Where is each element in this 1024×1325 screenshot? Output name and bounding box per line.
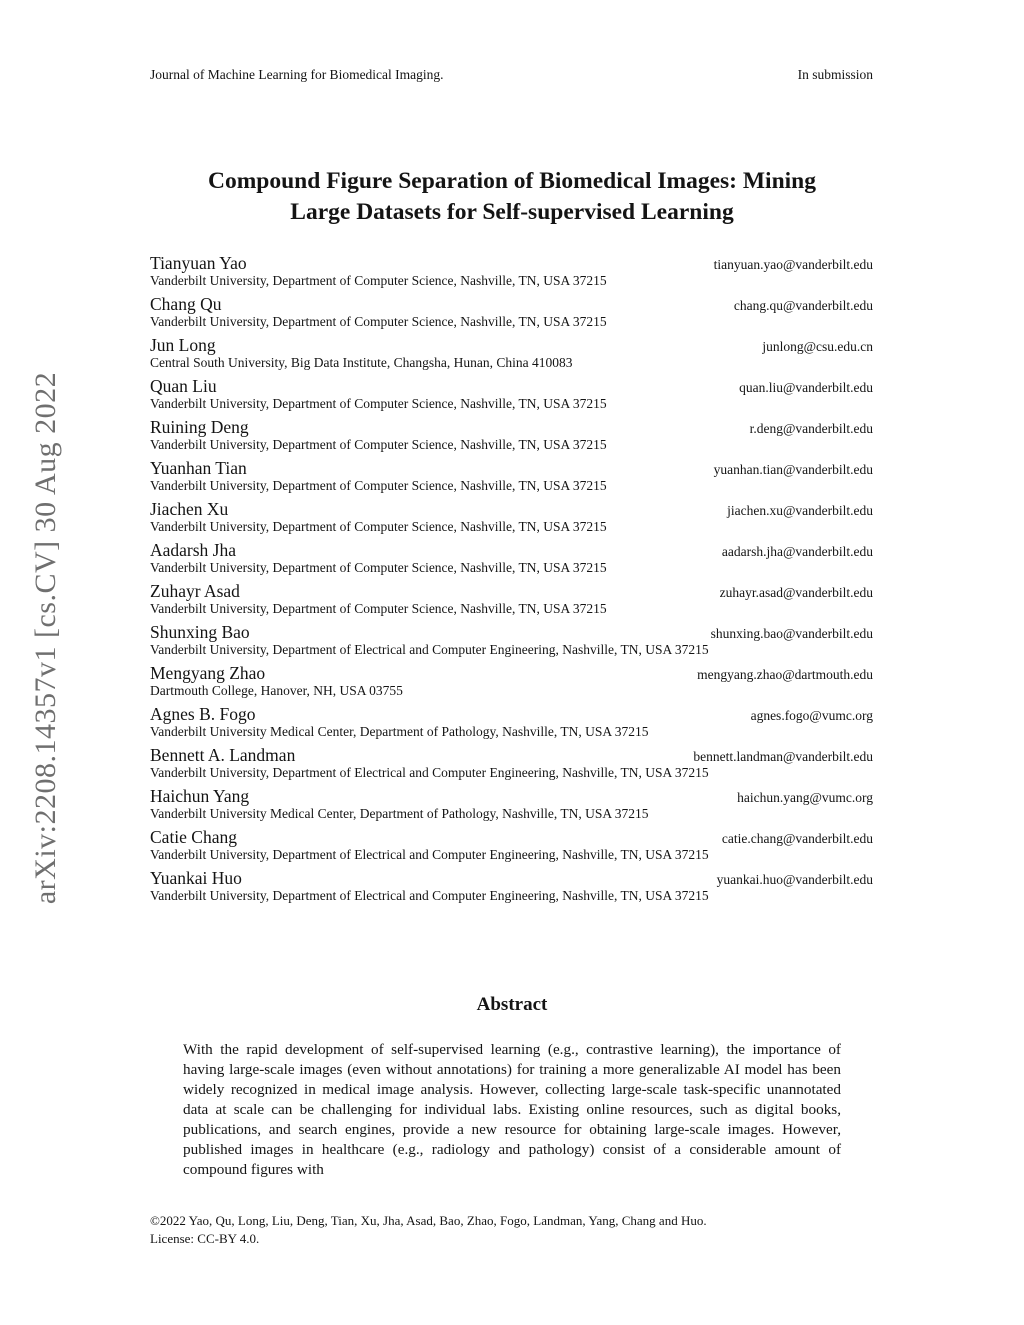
author-affiliation: Vanderbilt University, Department of Electrical and Computer Engineering, Nashville, TN, USA 37215 xyxy=(150,847,709,862)
author-entry xyxy=(150,827,873,862)
abstract-text: With the rapid development of self-supervised learning (e.g., contrastive learning), the importance of having large-scale images (even without annotations) for training a more generalizable AI model has been widely recognized in medical image analysis. However, collecting large-scale task-specific unannotated data at scale can be challenging for individual labs. Existing online resources, such as digital books, publications, and search engines, provide a new resource for obtaining large-scale images. However, published images in healthcare (e.g., radiology and pathology) consist of a considerable amount of compound figures with xyxy=(183,1041,841,1178)
author-email-link[interactable]: yuanhan.tian@vanderbilt.edu xyxy=(713,462,873,477)
author-row xyxy=(150,376,873,396)
author-affiliation: Central South University, Big Data Institute, Changsha, Hunan, China 410083 xyxy=(150,355,573,370)
author-entry xyxy=(150,868,873,903)
author-entry xyxy=(150,417,873,452)
author-name: Mengyang Zhao xyxy=(150,663,266,683)
submission-status: In submission xyxy=(797,67,873,82)
author-row xyxy=(150,786,873,806)
author-name: Aadarsh Jha xyxy=(150,540,237,560)
footer-copyright: ©2022 Yao, Qu, Long, Liu, Deng, Tian, Xu, Jha, Asad, Bao, Zhao, Fogo, Landman, Yang, Chang and Huo. xyxy=(150,1213,707,1228)
author-affiliation: Vanderbilt University, Department of Electrical and Computer Engineering, Nashville, TN, USA 37215 xyxy=(150,642,709,657)
page-footer xyxy=(150,1212,873,1247)
author-email-link[interactable]: catie.chang@vanderbilt.edu xyxy=(721,831,873,846)
author-affiliation: Vanderbilt University, Department of Computer Science, Nashville, TN, USA 37215 xyxy=(150,519,607,534)
author-entry xyxy=(150,376,873,411)
author-email-link[interactable]: quan.liu@vanderbilt.edu xyxy=(739,380,873,395)
author-row xyxy=(150,663,873,683)
author-entry xyxy=(150,540,873,575)
author-email-link[interactable]: chang.qu@vanderbilt.edu xyxy=(733,298,873,313)
author-row xyxy=(150,294,873,314)
paper-title xyxy=(100,166,924,228)
author-email-link[interactable]: tianyuan.yao@vanderbilt.edu xyxy=(713,257,873,272)
arxiv-watermark: arXiv:2208.14357v1 [cs.CV] 30 Aug 2022 xyxy=(29,371,62,905)
author-name: Bennett A. Landman xyxy=(150,745,296,765)
authors-list xyxy=(150,253,873,909)
author-row xyxy=(150,417,873,437)
author-affiliation: Vanderbilt University Medical Center, Department of Pathology, Nashville, TN, USA 37215 xyxy=(150,806,649,821)
author-entry xyxy=(150,499,873,534)
author-affiliation: Vanderbilt University, Department of Computer Science, Nashville, TN, USA 37215 xyxy=(150,314,607,329)
author-email-link[interactable]: junlong@csu.edu.cn xyxy=(762,339,873,354)
author-email-link[interactable]: yuankai.huo@vanderbilt.edu xyxy=(716,872,873,887)
author-row xyxy=(150,458,873,478)
author-row xyxy=(150,335,873,355)
author-affiliation: Vanderbilt University, Department of Computer Science, Nashville, TN, USA 37215 xyxy=(150,560,607,575)
author-entry xyxy=(150,622,873,657)
author-name: Quan Liu xyxy=(150,376,217,396)
author-entry xyxy=(150,335,873,370)
footer-license: License: CC-BY 4.0. xyxy=(150,1230,260,1246)
paper-title-line1: Compound Figure Separation of Biomedical Images: Mining xyxy=(208,168,816,194)
author-row xyxy=(150,253,873,273)
author-email-link[interactable]: mengyang.zhao@dartmouth.edu xyxy=(697,667,873,682)
author-name: Haichun Yang xyxy=(150,786,250,806)
author-affiliation: Vanderbilt University Medical Center, Department of Pathology, Nashville, TN, USA 37215 xyxy=(150,724,649,739)
author-email-link[interactable]: r.deng@vanderbilt.edu xyxy=(749,421,873,436)
page-header xyxy=(150,67,873,83)
author-email-link[interactable]: haichun.yang@vumc.org xyxy=(737,790,873,805)
abstract-heading: Abstract xyxy=(476,994,548,1015)
journal-name: Journal of Machine Learning for Biomedical Imaging. xyxy=(150,67,444,82)
author-name: Yuankai Huo xyxy=(150,868,242,888)
author-email-link[interactable]: zuhayr.asad@vanderbilt.edu xyxy=(719,585,873,600)
author-name: Jiachen Xu xyxy=(150,499,229,519)
author-name: Shunxing Bao xyxy=(150,622,250,642)
author-row xyxy=(150,827,873,847)
author-name: Chang Qu xyxy=(150,294,222,314)
author-affiliation: Dartmouth College, Hanover, NH, USA 03755 xyxy=(150,683,403,698)
author-email-link[interactable]: bennett.landman@vanderbilt.edu xyxy=(693,749,873,764)
author-name: Catie Chang xyxy=(150,827,237,847)
author-email-link[interactable]: jiachen.xu@vanderbilt.edu xyxy=(727,503,873,518)
author-name: Tianyuan Yao xyxy=(150,253,247,273)
author-email-link[interactable]: shunxing.bao@vanderbilt.edu xyxy=(710,626,873,641)
author-affiliation: Vanderbilt University, Department of Computer Science, Nashville, TN, USA 37215 xyxy=(150,601,607,616)
author-affiliation: Vanderbilt University, Department of Computer Science, Nashville, TN, USA 37215 xyxy=(150,273,607,288)
author-row xyxy=(150,704,873,724)
author-row xyxy=(150,540,873,560)
author-affiliation: Vanderbilt University, Department of Computer Science, Nashville, TN, USA 37215 xyxy=(150,437,607,452)
author-entry xyxy=(150,253,873,288)
author-row xyxy=(150,581,873,601)
author-entry xyxy=(150,294,873,329)
author-entry xyxy=(150,458,873,493)
author-name: Agnes B. Fogo xyxy=(150,704,256,724)
author-name: Zuhayr Asad xyxy=(150,581,240,601)
author-row xyxy=(150,745,873,765)
author-email-link[interactable]: agnes.fogo@vumc.org xyxy=(750,708,873,723)
author-affiliation: Vanderbilt University, Department of Computer Science, Nashville, TN, USA 37215 xyxy=(150,478,607,493)
author-entry xyxy=(150,581,873,616)
author-entry xyxy=(150,745,873,780)
author-name: Jun Long xyxy=(150,335,216,355)
author-entry xyxy=(150,786,873,821)
author-row xyxy=(150,622,873,642)
author-row xyxy=(150,868,873,888)
author-row xyxy=(150,499,873,519)
author-name: Yuanhan Tian xyxy=(150,458,247,478)
author-name: Ruining Deng xyxy=(150,417,249,437)
author-affiliation: Vanderbilt University, Department of Electrical and Computer Engineering, Nashville, TN, USA 37215 xyxy=(150,888,709,903)
author-entry xyxy=(150,704,873,739)
author-email-link[interactable]: aadarsh.jha@vanderbilt.edu xyxy=(721,544,873,559)
paper-title-line2: Large Datasets for Self-supervised Learning xyxy=(290,199,734,225)
author-affiliation: Vanderbilt University, Department of Electrical and Computer Engineering, Nashville, TN, USA 37215 xyxy=(150,765,709,780)
author-affiliation: Vanderbilt University, Department of Computer Science, Nashville, TN, USA 37215 xyxy=(150,396,607,411)
author-entry xyxy=(150,663,873,698)
